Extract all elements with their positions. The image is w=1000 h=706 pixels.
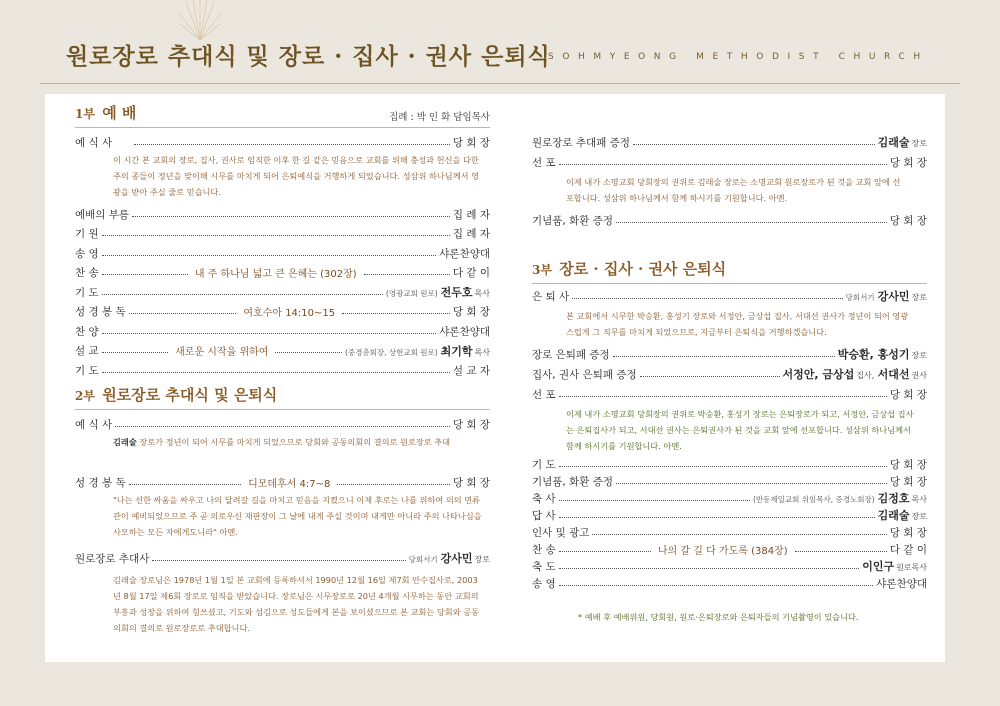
row-label: 기 원 — [75, 228, 99, 240]
part2-nomination-text: 김래술 장로님은 1978년 1월 1일 본 교회에 등록하셔서 1990년 12월 16일 제7회 안수집사로, 2003년 8월 17일 제6회 장로로 임직을 받았습니다. 장로님은 시무장로로 20년 4개월 시무하는 동안 교회의 부흥과 성장을 위하여 힘쓰셨고, 기도와 섬김으로 성도들에게 본을 보이셨으므로 본 교회는 당회와 공동의회의 결의로 원로장로로 추대합니다. — [113, 575, 480, 633]
row-label: 송 영 — [532, 577, 556, 590]
row-label: 답 사 — [532, 509, 556, 522]
row-label: 선 포 — [532, 388, 556, 401]
row-label: 기 도 — [75, 286, 99, 299]
row-suffix: 원로목사 — [896, 563, 927, 572]
program-row — [532, 558, 927, 574]
part1-opening-text: 이 시간 본 교회의 장로, 집사, 권사로 임직한 이후 한 길 같은 믿음으로 교회를 위해 충성과 헌신을 다한 주의 종들이 정년을 맞이해 시무를 마치게 되어 은퇴예식을 거행하게 되었습니다. 성삼위 하나님께서 영광을 받아 주실 줄로 믿습니다. — [113, 155, 480, 197]
church-name: SOHMYEONG METHODIST CHURCH — [548, 52, 929, 62]
row-value: 김래술 — [877, 136, 910, 149]
sunburst-ornament-icon — [178, 0, 222, 40]
row-suffix: 장로 — [474, 555, 490, 564]
row-suffix: 목사 — [474, 289, 490, 298]
program-row — [532, 473, 927, 489]
row-label: 선 포 — [532, 156, 556, 169]
row-label: 찬 송 — [75, 267, 99, 279]
part1-number: 1부 — [75, 107, 95, 121]
row-suffix: 장로 — [911, 351, 927, 360]
row-label: 기념품, 화환 증정 — [532, 214, 614, 227]
row-value: 김래술 — [877, 509, 910, 522]
row-value: 당 회 장 — [889, 156, 927, 169]
program-row — [532, 456, 927, 472]
row-suffix: 장로 — [911, 293, 927, 302]
part2-title: 원로장로 추대식 및 은퇴식 — [102, 386, 278, 404]
row-detail: 나의 갈 길 다 가도록 (384장) — [654, 542, 792, 557]
row-note: 당회서기 — [845, 293, 875, 302]
program-row — [532, 524, 927, 540]
part3-opening-row — [532, 288, 927, 304]
row-label: 은 퇴 사 — [532, 290, 570, 303]
row-value: 박승환, 홍성기 — [837, 348, 910, 361]
row-label: 장로 은퇴패 증정 — [532, 348, 610, 361]
row-label: 예 식 사 — [75, 136, 113, 149]
row-value-2: 서대선 — [877, 368, 910, 381]
part2-nomination-row — [75, 550, 490, 566]
part3-title: 장로 · 집사 · 권사 은퇴식 — [559, 260, 727, 278]
row-note: 당회서기 — [408, 555, 438, 564]
row-label: 원로장로 추대패 증정 — [532, 136, 630, 149]
row-note: (반동제일교회 위임목사, 증경노회장) — [752, 495, 875, 504]
row-value: 집 례 자 — [452, 228, 490, 240]
row-suffix: 집사, — [856, 371, 875, 380]
row-value: 다 같 이 — [452, 267, 490, 279]
part1-title: 예 배 — [102, 104, 137, 122]
row-label: 찬 양 — [75, 325, 99, 338]
row-detail: 내 주 하나님 넓고 큰 은혜는 (302장) — [191, 265, 361, 280]
program-row — [75, 362, 490, 378]
row-value: 당 회 장 — [452, 418, 490, 431]
row-value: 샤론찬양대 — [876, 577, 927, 590]
row-label: 예 식 사 — [75, 418, 113, 431]
part1-opening-row — [75, 134, 490, 150]
header — [0, 0, 1000, 96]
row-label: 기념품, 화환 증정 — [532, 475, 614, 488]
row-suffix: 목사 — [911, 495, 927, 504]
row-value: 샤론찬양대 — [439, 247, 490, 260]
part2-opening-text: 김래술 장로가 정년이 되어 시무를 마치게 되었으므로 당회와 공동의회의 결의로 원로장로 추대 — [113, 437, 451, 447]
row-value: 당 회 장 — [889, 388, 927, 401]
proclaim-text: 이제 내가 소명교회 당회장의 권위로 김래술 장로는 소명교회 원로장로가 된 것을 교회 앞에 선포합니다. 성삼위 하나님께서 함께 하시기를 기원합니다. 아멘. — [566, 177, 901, 203]
row-value: 당 회 장 — [889, 458, 927, 471]
row-value: 최기학 — [440, 344, 473, 358]
row-suffix-2: 권사 — [911, 371, 927, 380]
part1-header — [75, 102, 490, 128]
row-value: 샤론찬양대 — [439, 325, 490, 338]
row-label: 예배의 부름 — [75, 208, 130, 221]
part2-number: 2부 — [75, 389, 95, 403]
row-note: (영광교회 원로) — [385, 289, 438, 298]
part2-opening-row — [75, 416, 490, 432]
row-value: 강사민 — [877, 290, 910, 303]
elder-plaque-row — [532, 346, 927, 362]
part3-header — [532, 258, 927, 284]
row-value: 설 교 자 — [452, 364, 490, 377]
row-detail: 새로운 시작을 위하여 — [171, 343, 272, 358]
row-label: 기 도 — [532, 458, 556, 471]
program-row — [532, 541, 927, 557]
row-value: 당 회 장 — [452, 136, 490, 149]
row-value: 서정안, 금상섭 — [782, 368, 855, 381]
program-row — [75, 323, 490, 339]
deacon-plaque-row — [532, 366, 927, 382]
program-panel — [45, 94, 945, 662]
row-detail: 여호수아 14:10~15 — [239, 304, 339, 319]
part3-opening-text: 본 교회에서 시무한 박승환, 홍성기 장로와 서정안, 금상섭 집사, 서대선 권사가 정년이 되어 영광스럽게 그 직무를 마치게 되었으므로, 지금부터 은퇴식을 거행하겠습니다. — [566, 311, 909, 337]
plaque-row — [532, 134, 927, 150]
header-divider — [40, 83, 960, 84]
part1-officiant: 집례 : 박 인 화 담임목사 — [389, 112, 490, 123]
proclaim-row — [532, 154, 927, 170]
row-suffix: 장로 — [911, 139, 927, 148]
row-label: 설 교 — [75, 345, 99, 357]
part3-proclaim-text: 이제 내가 소명교회 당회장의 권위로 박승환, 홍성기 장로는 은퇴장로가 되고, 서정안, 금상섭 집사는 은퇴집사가 되고, 서대선 권사는 은퇴권사가 된 것을 교회 앞에 선포합니다. 성삼위 하나님께서 함께 하시기를 기원합니다. 아멘. — [566, 409, 914, 451]
row-detail: 디모데후서 4:7~8 — [244, 475, 334, 490]
row-value: 당 회 장 — [452, 476, 490, 489]
program-row — [75, 245, 490, 261]
row-value: 당 회 장 — [452, 306, 491, 318]
part3-proclaim-row — [532, 386, 927, 402]
part2-reading-text: "나는 선한 싸움을 싸우고 나의 달려갈 길을 마치고 믿음을 지켰으니 이제 후로는 나를 위하여 의의 면류관이 예비되었으므로 주 곧 의로우신 재판장이 그 날에 내게 주실 것이며 내게만 아니라 주의 나타나심을 사모하는 모든 자에게도니라" 아멘. — [113, 495, 482, 537]
row-note: (중경총회장, 상현교회 원로) — [344, 347, 438, 357]
row-suffix: 장로 — [911, 512, 927, 521]
program-row — [75, 304, 490, 320]
row-label: 송 영 — [75, 247, 99, 260]
row-value: 당 회 장 — [889, 526, 927, 539]
row-value: 이인구 — [862, 560, 895, 573]
row-label: 축 도 — [532, 560, 556, 573]
program-row — [75, 206, 490, 222]
page-title: 원로장로 추대식 및 장로 · 집사 · 권사 은퇴식 — [66, 43, 551, 70]
program-row — [532, 490, 927, 506]
program-row — [75, 284, 490, 300]
part2-header — [75, 384, 490, 410]
row-label: 기 도 — [75, 364, 99, 377]
row-value: 당 회 장 — [889, 214, 927, 227]
row-value: 다 같 이 — [889, 543, 927, 556]
row-value: 강사민 — [440, 552, 473, 565]
program-row — [75, 265, 490, 281]
part3-number: 3부 — [532, 263, 552, 277]
program-row — [532, 507, 927, 523]
row-label: 성 경 봉 독 — [75, 476, 126, 489]
row-label: 찬 송 — [532, 543, 556, 556]
row-value: 당 회 장 — [889, 475, 927, 488]
row-label: 축 사 — [532, 492, 556, 505]
row-label: 집사, 권사 은퇴패 증정 — [532, 368, 637, 381]
gift-row — [532, 212, 927, 228]
row-label: 성 경 봉 독 — [75, 306, 126, 318]
footnote: * 예배 후 예배위원, 당회원, 원로·은퇴장로와 은퇴자들의 기념촬영이 있습니다. — [578, 612, 859, 622]
row-value: 전두호 — [440, 286, 473, 299]
row-label: 인사 및 광고 — [532, 526, 590, 539]
program-row — [75, 226, 490, 242]
row-value: 집 례 자 — [452, 208, 490, 221]
row-value: 김정호 — [877, 492, 910, 505]
program-row — [75, 343, 490, 359]
program-row — [532, 575, 927, 591]
row-suffix: 목사 — [474, 347, 490, 357]
row-label: 원로장로 추대사 — [75, 552, 150, 565]
part2-reading-row — [75, 474, 490, 490]
